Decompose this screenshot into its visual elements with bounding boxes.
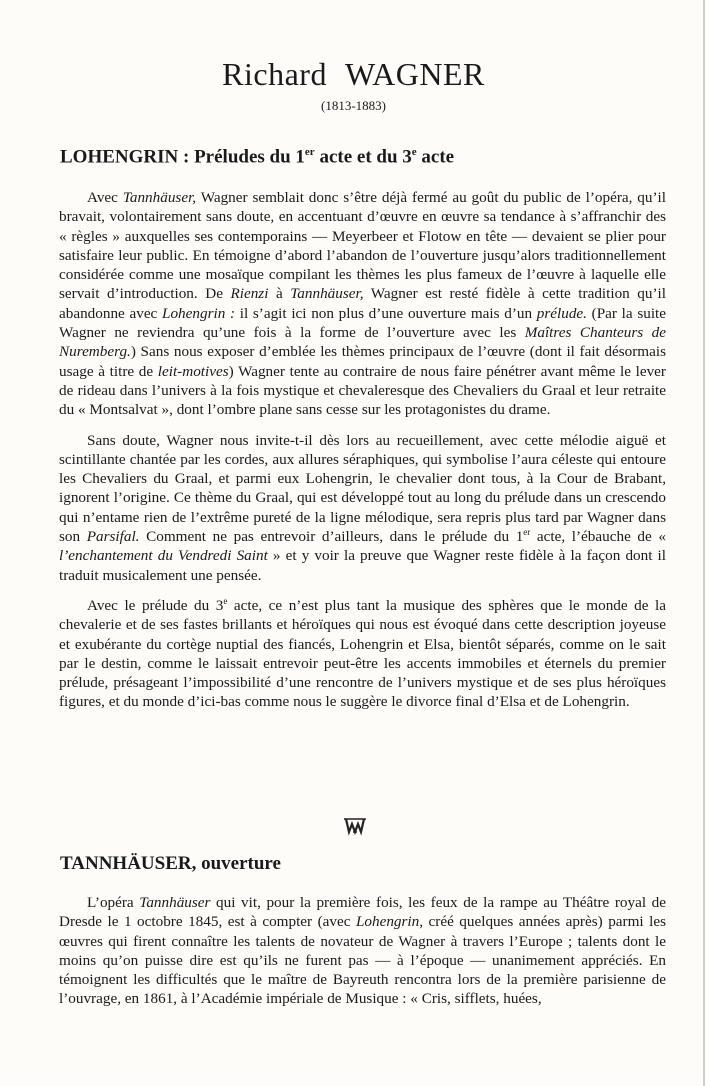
heading-text-1: LOHENGRIN : Préludes du 1	[60, 146, 305, 168]
page-title	[0, 56, 707, 93]
paragraph: Avec Tannhäuser, Wagner semblait donc s’être déjà fermé au goût du public de l’opéra, qu’il bravait, volontairement sans doute, en accentuant d’œuvre en œuvre sa tendance à s’affranchir des « règles » auxquelles ses contemporains — Meyerbeer et Flotow en tête — devaient se plier pour satisfaire leur public. En témoigne d’abord l’abandon de l’ouverture jusqu’alors traditionnellement considérée comme une mosaïque compilant les thèmes les plus fameux de l’œuvre à laquelle elle servait d’introduction. De Rienzi à Tannhäuser, Wagner est resté fidèle à cette tradition qu’il abandonne avec Lohengrin : il s’agit ici non plus d’une ouverture mais d’un prélude. (Par la suite Wagner ne reviendra qu’une fois à la forme de l’ouverture avec les Maîtres Chanteurs de Nuremberg.) Sans nous exposer d’emblée les thèmes principaux de l’œuvre (dont il fait désormais usage à titre de leit-motives) Wagner tente au contraire de nous faire pénétrer avant même le lever de rideau dans l’univers à la fois mystique et chevaleresque des Chevaliers du Graal et leur retraite du « Montsalvat », dont l’ombre plane sans cesse sur les protagonistes du drame.	[59, 189, 667, 419]
paragraph: L’opéra Tannhäuser qui vit, pour la première fois, les feux de la rampe au Théâtre royal de Dresde le 1 octobre 1845, est à compter (avec Lohengrin, créé quelques années après) parmi les œuvres qui firent connaître les talents de novateur de Wagner à travers l’Europe ; talents dont le moins qu’on puisse dire est qu’ils ne furent pas — à l’époque — unanimement appréciés. En témoignent les difficultés que le maître de Bayreuth rencontra lors de la première parisienne de l’ouvrage, en 1861, à l’Académie impériale de Musique : « Cris, sifflets, huées,	[59, 894, 666, 1008]
paragraph: Avec le prélude du 3e acte, ce n’est plus tant la musique des sphères que le monde de la chevalerie et de ses fastes brillants et héroïques qui nous est évoqué dans cette description joyeuse et exubérante du cortège nuptial des fiancés, Lohengrin et Elsa, bientôt séparés, comme on le sait par le destin, comme le laissait entrevoir peut-être les accents immobiles et éternels du premier prélude, présageant l’impossibilité d’une rencontre de l’univers mystique et de ses plus héroïques figures, et du monde d’ici-bas comme nous le suggère le divorce final d’Elsa et de Lohengrin.	[59, 595, 666, 711]
tannhauser-text	[59, 893, 666, 1020]
section-heading-tannhauser: TANNHÄUSER, ouverture	[60, 853, 281, 874]
wagner-monogram-icon	[340, 816, 370, 836]
section-heading-lohengrin	[60, 146, 454, 168]
lohengrin-text	[59, 188, 666, 723]
heading-sup-1: er	[304, 146, 315, 158]
scan-edge	[703, 0, 705, 1086]
heading-text-3: acte	[416, 146, 455, 168]
composer-first-name: Richard	[222, 56, 327, 92]
heading-text-2: acte et du 3	[314, 146, 412, 168]
composer-dates: (1813-1883)	[321, 98, 386, 113]
heading-sup-2: e	[411, 146, 417, 158]
paragraph: Sans doute, Wagner nous invite-t-il dès lors au recueillement, avec cette mélodie aiguë et scintillante chantée par les cordes, aux allures séraphiques, qui symbolise l’aura céleste qui entoure les Chevaliers du Graal, et parmi eux Lohengrin, le chevalier dont tous, à la Cour de Brabant, ignorent l’origine. Ce thème du Graal, qui est développé tout au long du prélude dans un crescendo qui n’entame rien de l’extrême pureté de la ligne mélodique, sera repris plus tard par Wagner dans son Parsifal. Comment ne pas entrevoir d’ailleurs, dans le prélude du 1er acte, l’ébauche de « l’enchantement du Vendredi Saint » et y voir la preuve que Wagner reste fidèle à la façon dont il traduit musicalement une pensée.	[59, 431, 666, 584]
composer-last-name: WAGNER	[344, 56, 485, 92]
